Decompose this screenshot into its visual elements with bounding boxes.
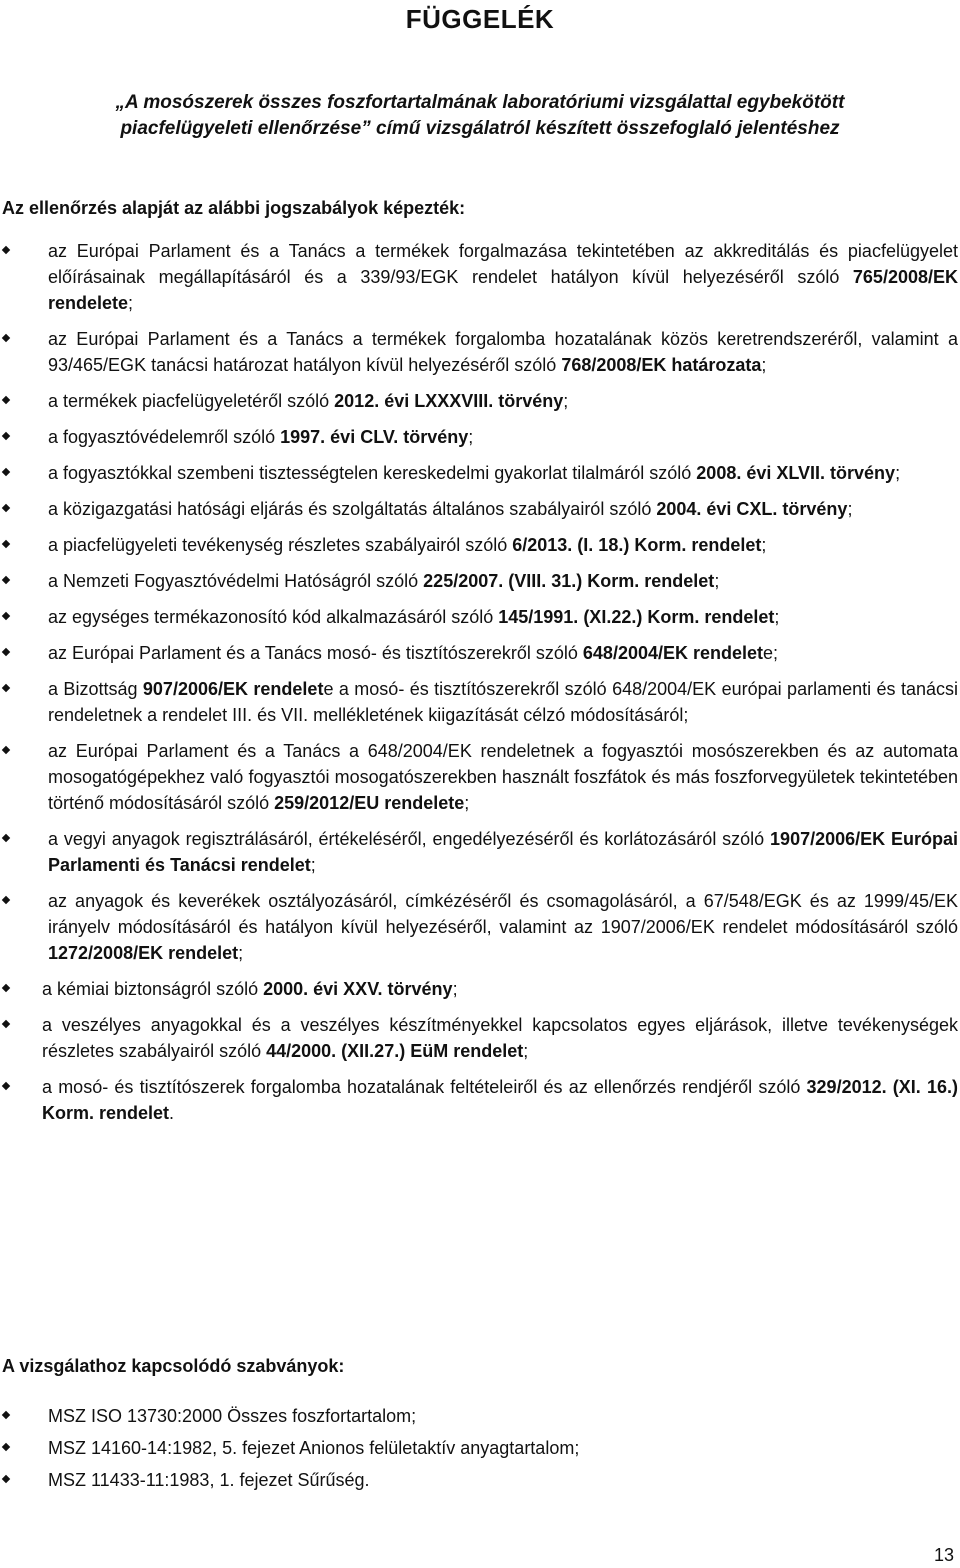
subtitle-line-1: „A mosószerek összes foszfortartalmának laboratóriumi vizsgálattal egybekötött	[115, 92, 845, 113]
diamond-bullet-icon	[2, 1475, 10, 1483]
diamond-bullet-icon	[2, 432, 10, 440]
page-number: 13	[933, 1545, 954, 1565]
list-item: az anyagok és keverékek osztályozásáról, címkézéséről és csomagolásáról, a 67/548/EGK és az 1999/45/EK irányelv módosításáról és hatályon kívül helyezéséről, valamint az 1907/2006/EK rendelet módosításáról szóló 1272/2008/EK rendelet;	[0, 888, 958, 966]
list-item: a termékek piacfelügyeletéről szóló 2012. évi LXXXVIII. törvény;	[0, 388, 958, 414]
report-subtitle	[0, 90, 960, 142]
list-item: a piacfelügyeleti tevékenység részletes szabályairól szóló 6/2013. (I. 18.) Korm. rendelet;	[0, 532, 958, 558]
list-item: az Európai Parlament és a Tanács a termékek forgalomba hozatalának közös keretrendszeréről, valamint a 93/465/EGK tanácsi határozat hatályon kívül helyezéséről szóló 768/2008/EK határozata;	[0, 326, 958, 378]
list-item: az Európai Parlament és a Tanács mosó- és tisztítószerekről szóló 648/2004/EK rendelete;	[0, 640, 958, 666]
diamond-bullet-icon	[2, 1082, 10, 1090]
page-title: FÜGGELÉK	[405, 4, 555, 34]
list-item: a kémiai biztonságról szóló 2000. évi XXV. törvény;	[0, 976, 958, 1002]
diamond-bullet-icon	[2, 834, 10, 842]
diamond-bullet-icon	[2, 334, 10, 342]
list-item: az egységes termékazonosító kód alkalmazásáról szóló 145/1991. (XI.22.) Korm. rendelet;	[0, 604, 958, 630]
list-item: a Bizottság 907/2006/EK rendelete a mosó- és tisztítószerekről szóló 648/2004/EK európai parlamenti és tanácsi rendeletnek a rendelet III. és VII. mellékletének kiigazítását célzó módosításáról;	[0, 676, 958, 728]
list-item: a Nemzeti Fogyasztóvédelmi Hatóságról szóló 225/2007. (VIII. 31.) Korm. rendelet;	[0, 568, 958, 594]
standards-list	[0, 1403, 958, 1499]
subtitle-line-2: piacfelügyeleti ellenőrzése” című vizsgálatról készített összefoglaló jelentéshez	[120, 118, 840, 139]
diamond-bullet-icon	[2, 684, 10, 692]
diamond-bullet-icon	[2, 468, 10, 476]
list-item: a fogyasztóvédelemről szóló 1997. évi CLV. törvény;	[0, 424, 958, 450]
legal-basis-list	[0, 238, 958, 1136]
diamond-bullet-icon	[2, 540, 10, 548]
list-item: a mosó- és tisztítószerek forgalomba hozatalának feltételeiről és az ellenőrzés rendjéről szóló 329/2012. (XI. 16.) Korm. rendelet.	[0, 1074, 958, 1126]
diamond-bullet-icon	[2, 896, 10, 904]
diamond-bullet-icon	[2, 1443, 10, 1451]
list-item: a fogyasztókkal szembeni tisztességtelen kereskedelmi gyakorlat tilalmáról szóló 2008. évi XLVII. törvény;	[0, 460, 958, 486]
list-item: a közigazgatási hatósági eljárás és szolgáltatás általános szabályairól szóló 2004. évi CXL. törvény;	[0, 496, 958, 522]
diamond-bullet-icon	[2, 1411, 10, 1419]
list-item: az Európai Parlament és a Tanács a termékek forgalmazása tekintetében az akkreditálás és piacfelügyelet előírásainak megállapításáról és a 339/93/EGK rendelet hatályon kívül helyezéséről szóló 765/2008/EK rendelete;	[0, 238, 958, 316]
diamond-bullet-icon	[2, 746, 10, 754]
diamond-bullet-icon	[2, 648, 10, 656]
diamond-bullet-icon	[2, 612, 10, 620]
legal-basis-heading: Az ellenőrzés alapját az alábbi jogszabályok képezték:	[2, 198, 466, 218]
diamond-bullet-icon	[2, 504, 10, 512]
list-item: a veszélyes anyagokkal és a veszélyes készítményekkel kapcsolatos egyes eljárások, illetve tevékenységek részletes szabályairól szóló 44/2000. (XII.27.) EüM rendelet;	[0, 1012, 958, 1064]
diamond-bullet-icon	[2, 246, 10, 254]
list-item: az Európai Parlament és a Tanács a 648/2004/EK rendeletnek a fogyasztói mosószerekben és az automata mosogatógépekhez való fogyasztói mosogatószerekben használt foszfátok és más foszforvegyületek tekintetében történő módosításáról szóló 259/2012/EU rendelete;	[0, 738, 958, 816]
standards-heading: A vizsgálathoz kapcsolódó szabványok:	[2, 1356, 345, 1376]
diamond-bullet-icon	[2, 576, 10, 584]
diamond-bullet-icon	[2, 1020, 10, 1028]
list-item: MSZ ISO 13730:2000 Összes foszfortartalom;	[0, 1403, 958, 1429]
list-item: MSZ 11433-11:1983, 1. fejezet Sűrűség.	[0, 1467, 958, 1493]
diamond-bullet-icon	[2, 396, 10, 404]
list-item: a vegyi anyagok regisztrálásáról, értékeléséről, engedélyezéséről és korlátozásáról szóló 1907/2006/EK Európai Parlamenti és Tanácsi rendelet;	[0, 826, 958, 878]
list-item: MSZ 14160-14:1982, 5. fejezet Anionos felületaktív anyagtartalom;	[0, 1435, 958, 1461]
diamond-bullet-icon	[2, 984, 10, 992]
